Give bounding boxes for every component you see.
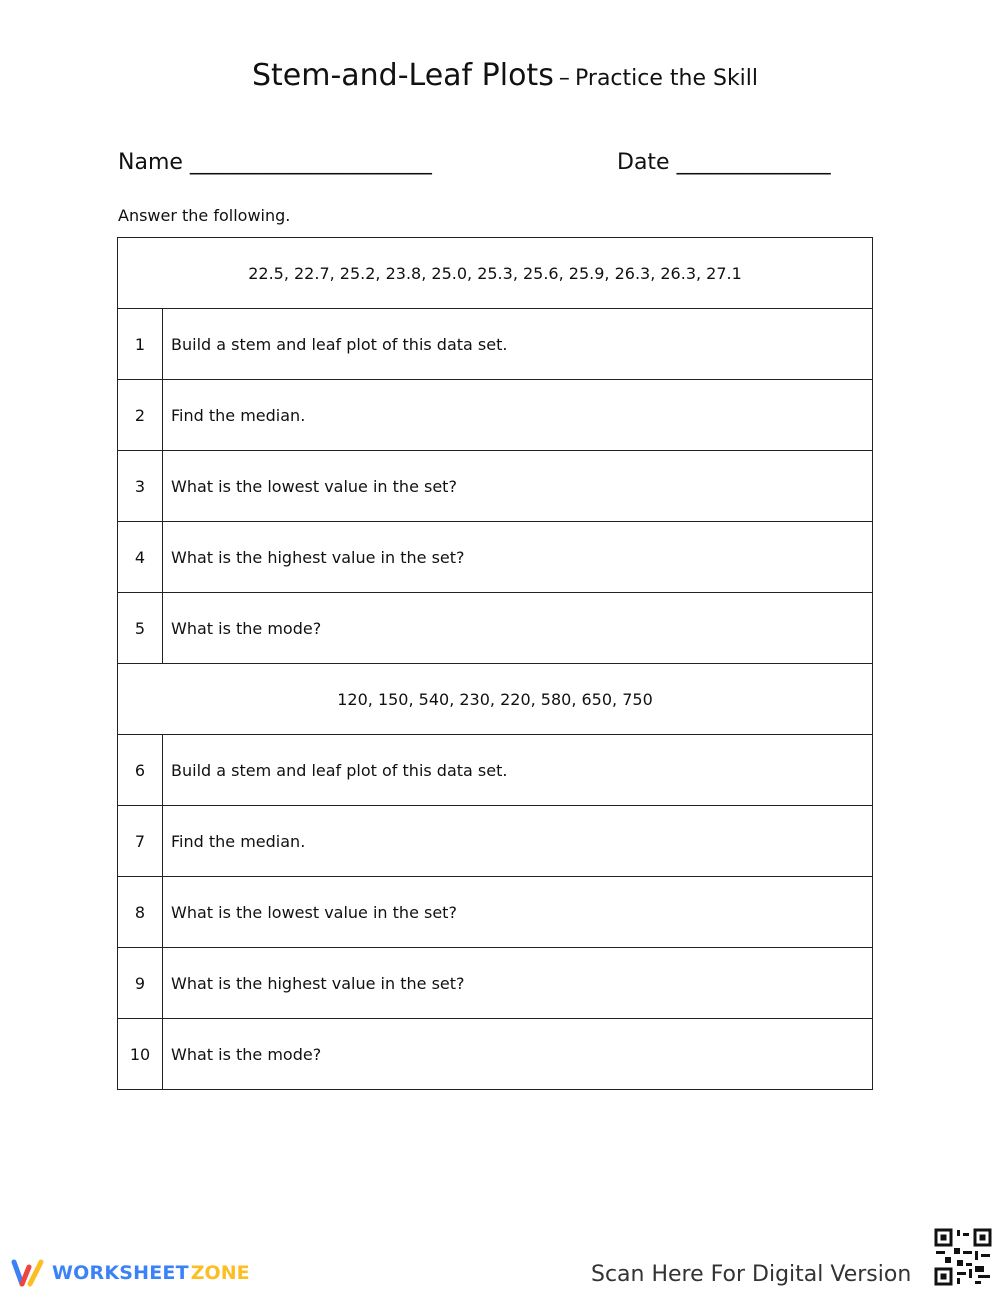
question-row (118, 522, 873, 593)
question-number: 9 (118, 948, 163, 1019)
qr-code-icon[interactable] (933, 1227, 993, 1287)
instructions: Answer the following. (118, 206, 291, 225)
name-field[interactable]: Name ______________________ (118, 150, 432, 175)
question-text[interactable]: What is the lowest value in the set? (163, 877, 873, 948)
question-row (118, 806, 873, 877)
scan-text: Scan Here For Digital Version (591, 1262, 912, 1287)
question-row (118, 593, 873, 664)
question-text[interactable]: Build a stem and leaf plot of this data set. (163, 735, 873, 806)
question-text[interactable]: Build a stem and leaf plot of this data set. (163, 309, 873, 380)
date-field[interactable]: Date ______________ (617, 150, 831, 175)
question-number: 4 (118, 522, 163, 593)
title-main: Stem-and-Leaf Plots (251, 58, 554, 93)
data-set-row (118, 238, 873, 309)
question-text[interactable]: What is the mode? (163, 593, 873, 664)
question-row (118, 735, 873, 806)
brand-worksheet: WORKSHEET (52, 1262, 189, 1284)
data-set-row (118, 664, 873, 735)
data-set-1: 22.5, 22.7, 25.2, 23.8, 25.0, 25.3, 25.6, 25.9, 26.3, 26.3, 27.1 (118, 238, 873, 309)
question-number: 7 (118, 806, 163, 877)
question-text[interactable]: What is the highest value in the set? (163, 522, 873, 593)
page-title (0, 58, 1000, 93)
question-text[interactable]: What is the lowest value in the set? (163, 451, 873, 522)
question-row (118, 451, 873, 522)
question-number: 6 (118, 735, 163, 806)
question-number: 2 (118, 380, 163, 451)
title-subtitle: Practice the Skill (575, 66, 759, 91)
title-separator: – (558, 66, 570, 91)
worksheetzone-logo[interactable] (10, 1258, 250, 1288)
question-row (118, 1019, 873, 1090)
question-row (118, 380, 873, 451)
worksheet-table (117, 237, 873, 1090)
question-row (118, 948, 873, 1019)
question-text[interactable]: What is the highest value in the set? (163, 948, 873, 1019)
question-number: 5 (118, 593, 163, 664)
question-row (118, 877, 873, 948)
brand-zone: ZONE (190, 1262, 250, 1284)
question-text[interactable]: Find the median. (163, 380, 873, 451)
question-number: 8 (118, 877, 163, 948)
data-set-2: 120, 150, 540, 230, 220, 580, 650, 750 (118, 664, 873, 735)
question-text[interactable]: Find the median. (163, 806, 873, 877)
question-number: 3 (118, 451, 163, 522)
question-row (118, 309, 873, 380)
w-logo-icon (10, 1258, 46, 1288)
question-number: 1 (118, 309, 163, 380)
question-number: 10 (118, 1019, 163, 1090)
question-text[interactable]: What is the mode? (163, 1019, 873, 1090)
